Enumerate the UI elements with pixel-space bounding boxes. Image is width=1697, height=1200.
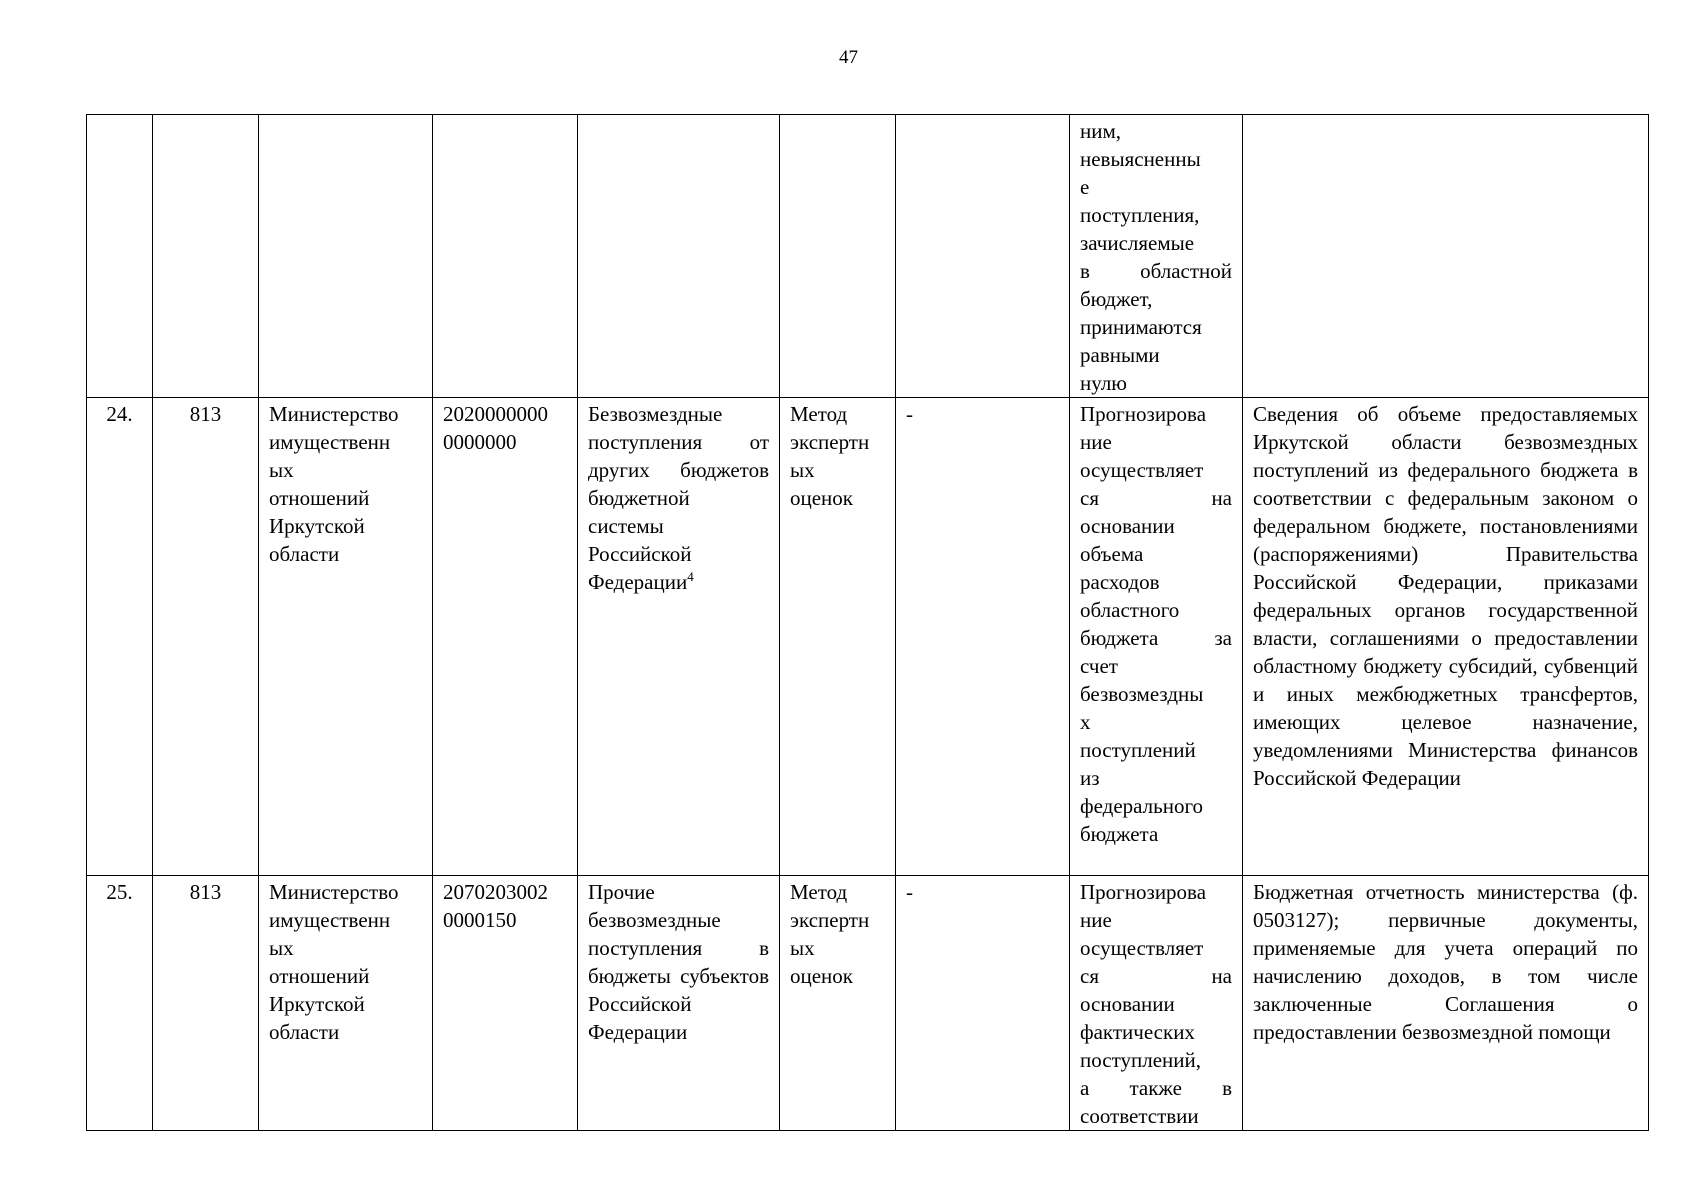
cell-kbk-code-line: 0000000	[443, 430, 517, 454]
cell-algorithm-line: поступлений,	[1080, 1048, 1201, 1072]
cell-income-name-text: Безвозмездные поступления от других бюджетов бюджетной системы Российской Федерации	[588, 402, 769, 594]
cell-algorithm-line	[1080, 1074, 1232, 1102]
cell-algorithm-line: невыясненны	[1080, 147, 1201, 171]
cell-algorithm-line: из	[1080, 766, 1100, 790]
cell-data-sources	[1243, 398, 1649, 876]
cell-number	[87, 115, 153, 398]
cell-kbk-code	[433, 876, 578, 1131]
cell-kbk-code-line: 2070203002	[443, 880, 548, 904]
cell-algorithm-word: в	[1080, 259, 1090, 283]
cell-chapter-code	[153, 115, 259, 398]
cell-administrator	[259, 115, 433, 398]
cell-administrator	[259, 398, 433, 876]
cell-algorithm-line: Прогнозирова	[1080, 402, 1207, 426]
cell-algorithm-line: принимаются	[1080, 315, 1202, 339]
cell-formula	[896, 398, 1070, 876]
cell-algorithm-line: осуществляет	[1080, 458, 1204, 482]
cell-number	[87, 398, 153, 876]
cell-algorithm-line	[1080, 624, 1232, 652]
cell-algorithm-line: Прогнозирова	[1080, 880, 1207, 904]
cell-algorithm-line: поступления,	[1080, 203, 1200, 227]
cell-kbk-code	[433, 115, 578, 398]
cell-algorithm-word: ся	[1080, 486, 1099, 510]
cell-formula-text: -	[906, 402, 913, 426]
cell-number-text: 25.	[106, 880, 133, 904]
cell-forecast-method-line: ых	[790, 936, 815, 960]
cell-kbk-code	[433, 398, 578, 876]
cell-income-name	[578, 398, 780, 876]
footnote-marker: 4	[687, 569, 694, 584]
cell-algorithm-word: на	[1211, 964, 1232, 988]
cell-forecast-method-line: Метод	[790, 402, 848, 426]
cell-algorithm-line: е	[1080, 175, 1090, 199]
cell-algorithm	[1070, 876, 1243, 1131]
cell-algorithm-line: счет	[1080, 654, 1118, 678]
cell-formula-text: -	[906, 880, 913, 904]
cell-algorithm-line: нулю	[1080, 371, 1127, 395]
cell-chapter-code-text: 813	[189, 880, 222, 904]
cell-administrator-line: области	[269, 1020, 340, 1044]
cell-income-name	[578, 876, 780, 1131]
cell-administrator-line: отношений	[269, 486, 370, 510]
cell-forecast-method	[780, 876, 896, 1131]
cell-algorithm-word: а	[1080, 1076, 1090, 1100]
table-row	[87, 876, 1649, 1131]
cell-administrator-line: Министерство	[269, 402, 399, 426]
cell-data-sources-text: Бюджетная отчетность министерства (ф. 0503127); первичные документы, применяемые для учета операций по начислению доходов, в том числе заключенные Соглашения о предоставлении безвозмездной помощи	[1253, 880, 1638, 1044]
cell-algorithm-word: ся	[1080, 964, 1099, 988]
revenue-forecast-table	[86, 114, 1649, 1131]
cell-algorithm-line: бюджет,	[1080, 287, 1153, 311]
cell-administrator-line: отношений	[269, 964, 370, 988]
cell-forecast-method-line: экспертн	[790, 430, 870, 454]
cell-algorithm-line: ние	[1080, 908, 1112, 932]
cell-chapter-code	[153, 398, 259, 876]
cell-algorithm-line: ние	[1080, 430, 1112, 454]
cell-administrator-line: имущественн	[269, 430, 391, 454]
cell-algorithm	[1070, 115, 1243, 398]
cell-administrator-line: области	[269, 542, 340, 566]
cell-forecast-method-line: экспертн	[790, 908, 870, 932]
cell-income-name	[578, 115, 780, 398]
cell-chapter-code-text: 813	[189, 402, 222, 426]
cell-algorithm-word: областной	[1140, 259, 1232, 283]
cell-number-text: 24.	[106, 402, 133, 426]
cell-algorithm-line: х	[1080, 710, 1091, 734]
cell-algorithm-line: равными	[1080, 343, 1160, 367]
cell-algorithm-word: за	[1214, 626, 1232, 650]
table-row	[87, 115, 1649, 398]
cell-algorithm	[1070, 398, 1243, 876]
cell-algorithm-word: бюджета	[1080, 626, 1159, 650]
cell-algorithm-line: безвозмездны	[1080, 682, 1204, 706]
cell-forecast-method	[780, 115, 896, 398]
cell-income-name-text: Прочие безвозмездные поступления в бюджеты субъектов Российской Федерации	[588, 880, 769, 1044]
table-row	[87, 398, 1649, 876]
cell-administrator-line: имущественн	[269, 908, 391, 932]
cell-algorithm-line: федерального	[1080, 794, 1204, 818]
cell-algorithm-line: бюджета	[1080, 822, 1159, 846]
cell-algorithm-line: осуществляет	[1080, 936, 1204, 960]
cell-algorithm-line	[1080, 257, 1232, 285]
cell-administrator-line: Иркутской	[269, 514, 365, 538]
cell-forecast-method-line: ых	[790, 458, 815, 482]
cell-administrator-line: ых	[269, 458, 294, 482]
cell-forecast-method-line: оценок	[790, 964, 853, 988]
cell-algorithm-line: фактических	[1080, 1020, 1195, 1044]
cell-algorithm-line: поступлений	[1080, 738, 1196, 762]
cell-algorithm-line	[1080, 484, 1232, 512]
cell-algorithm-line: основании	[1080, 514, 1175, 538]
cell-formula	[896, 876, 1070, 1131]
cell-algorithm-word: на	[1211, 486, 1232, 510]
cell-forecast-method-line: Метод	[790, 880, 848, 904]
cell-kbk-code-line: 2020000000	[443, 402, 548, 426]
cell-forecast-method-line: оценок	[790, 486, 853, 510]
cell-algorithm-line: соответствии	[1080, 1104, 1199, 1128]
cell-administrator-line: ых	[269, 936, 294, 960]
cell-administrator-line: Иркутской	[269, 992, 365, 1016]
cell-administrator-line: Министерство	[269, 880, 399, 904]
cell-algorithm-line	[1080, 962, 1232, 990]
cell-algorithm-line: основании	[1080, 992, 1175, 1016]
cell-kbk-code-line: 0000150	[443, 908, 517, 932]
cell-algorithm-line: областного	[1080, 598, 1180, 622]
cell-algorithm-line: объема	[1080, 542, 1144, 566]
cell-administrator	[259, 876, 433, 1131]
page-number: 47	[839, 47, 858, 68]
cell-data-sources	[1243, 876, 1649, 1131]
cell-algorithm-line: зачисляемые	[1080, 231, 1195, 255]
cell-algorithm-line: расходов	[1080, 570, 1160, 594]
cell-forecast-method	[780, 398, 896, 876]
cell-data-sources	[1243, 115, 1649, 398]
cell-data-sources-text: Сведения об объеме предоставляемых Иркутской области безвозмездных поступлений из федерального бюджета в соответствии с федеральным законом о федеральном бюджете, постановлениями (распоряжениями) Правительства Российской Федерации, приказами федеральных органов государственной власти, соглашениями о предоставлении областному бюджету субсидий, субвенций и иных межбюджетных трансфертов, имеющих целевое назначение, уведомлениями Министерства финансов Российской Федерации	[1253, 402, 1638, 790]
cell-number	[87, 876, 153, 1131]
cell-algorithm-line: ним,	[1080, 119, 1122, 143]
cell-algorithm-word: также	[1129, 1076, 1182, 1100]
cell-formula	[896, 115, 1070, 398]
cell-algorithm-word: в	[1222, 1076, 1232, 1100]
cell-chapter-code	[153, 876, 259, 1131]
